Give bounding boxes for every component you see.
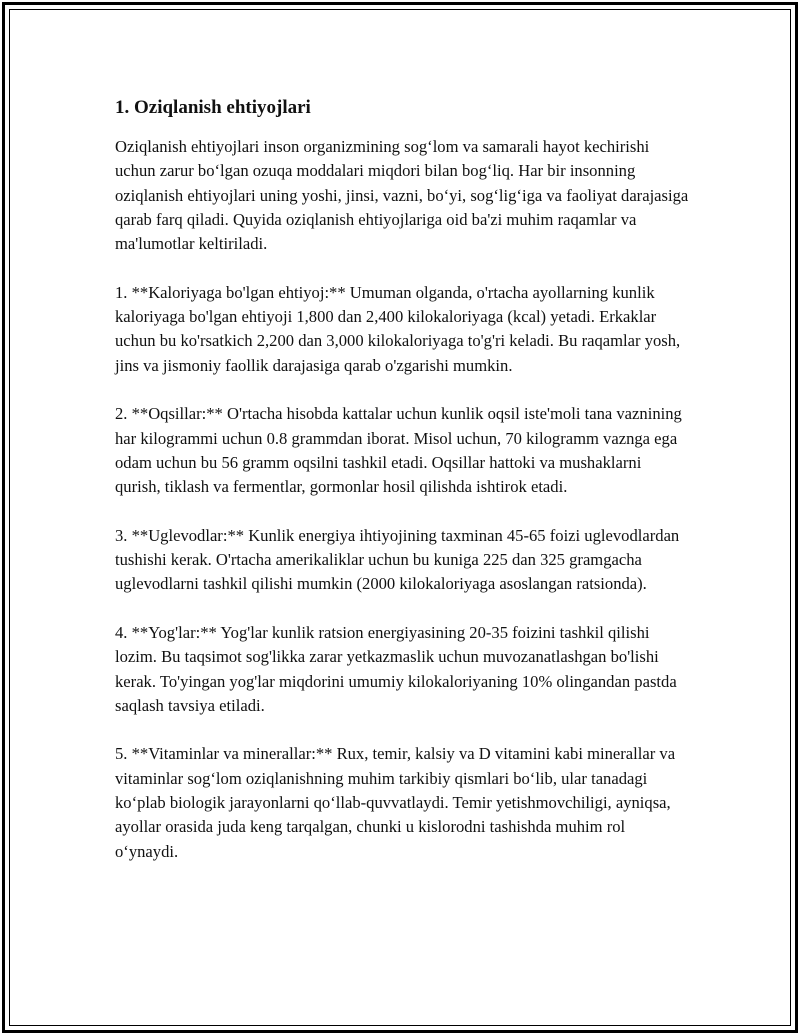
vitamins-minerals-paragraph: 5. **Vitaminlar va minerallar:** Rux, temir, kalsiy va D vitamini kabi minerallar va vitaminlar sog‘lom oziqlanishning muhim tarkibiy qismlari bo‘lib, ular tanadagi ko‘plab biologik jarayonlarni qo‘llab-quvvatlaydi. Temir yetishmovchiligi, ayniqsa, ayollar orasida juda keng tarqalgan, chunki u kislorodni tashishda muhim rol o‘ynaydi.	[115, 744, 676, 861]
page-border	[2, 2, 798, 1033]
calories-paragraph: 1. **Kaloriyaga bo'lgan ehtiyoj:** Umuman olganda, o'rtacha ayollarning kunlik kaloriyaga bo'lgan ehtiyoji 1,800 dan 2,400 kilokaloriyaga (kcal) yetadi. Erkaklar uchun bu ko'rsatkich 2,200 dan 3,000 kilokaloriyaga to'g'ri keladi. Bu raqamlar yosh, jins va jismoniy faollik darajasiga qarab o'zgarishi mumkin.	[115, 282, 681, 375]
intro-paragraph: Oziqlanish ehtiyojlari inson organizmining sog‘lom va samarali hayot kechirishi uchun zarur bo‘lgan ozuqa moddalari miqdori bilan bog‘liq. Har bir insonning oziqlanish ehtiyojlari uning yoshi, jinsi, vazni, bo‘yi, sog‘lig‘iga va faoliyat darajasiga qarab farq qiladi. Quyida oziqlanish ehtiyojlariga oid ba'zi muhim raqamlar va ma'lumotlar keltiriladi.	[115, 137, 689, 254]
proteins-paragraph: 2. **Oqsillar:** O'rtacha hisobda kattalar uchun kunlik oqsil iste'moli tana vaznining har kilogrammi uchun 0.8 grammdan iborat. Misol uchun, 70 kilogramm vaznga ega odam uchun bu 56 gramm oqsilni tashkil etadi. Oqsillar hattoki va mushaklarni qurish, tiklash va fermentlar, gormonlar hosil qilishda ishtirok etadi.	[115, 404, 682, 497]
carbohydrates-paragraph: 3. **Uglevodlar:** Kunlik energiya ihtiyojining taxminan 45-65 foizi uglevodlardan tushishi kerak. O'rtacha amerikaliklar uchun bu kuniga 225 dan 325 gramgacha uglevodlarni tashkil qilishi mumkin (2000 kilokaloriyaga asoslangan ratsionda).	[115, 525, 680, 594]
section-heading: 1. Oziqlanish ehtiyojlari	[115, 97, 311, 118]
document-body	[115, 95, 690, 888]
fats-paragraph: 4. **Yog'lar:** Yog'lar kunlik ratsion energiyasining 20-35 foizini tashkil qilishi lozim. Bu taqsimot sog'likka zarar yetkazmaslik uchun muvozanatlashgan bo'lishi kerak. To'yingan yog'lar miqdorini umumiy kilokaloriyaning 10% olingandan pastda saqlash tavsiya etiladi.	[115, 622, 677, 715]
